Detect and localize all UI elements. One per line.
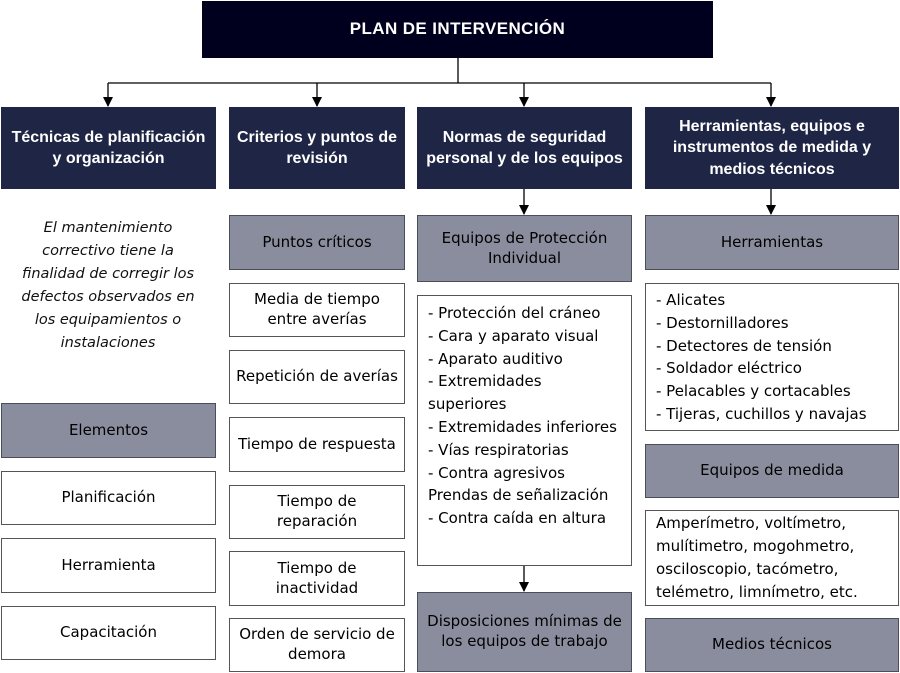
- epi-item: - Aparato auditivo: [428, 349, 563, 368]
- epi-item: - Extremidades superiores: [428, 372, 542, 414]
- col1-header: Técnicas de planificación y organización: [1, 107, 216, 189]
- col2-section-puntos-criticos: Puntos críticos: [229, 215, 405, 270]
- col3-section-epi: Equipos de Protección Individual: [417, 215, 632, 282]
- tool-item: - Alicates: [656, 291, 726, 309]
- col2-item-5: Tiempo de inactividad: [229, 551, 405, 606]
- epi-item: Prendas de señalización: [428, 486, 609, 505]
- col4-header: Herramientas, equipos e instrumentos de medida y medios técnicos: [645, 107, 899, 189]
- tool-item: - Destornilladores: [656, 313, 789, 332]
- col1-note: El mantenimiento correctivo tiene la finalidad de corregir los defectos observados en los equipamientos o instalaciones: [21, 220, 195, 351]
- tool-item: - Pelacables y cortacables: [656, 382, 851, 401]
- tool-item: - Soldador eléctrico: [656, 359, 802, 378]
- epi-item: - Cara y aparato visual: [428, 326, 599, 345]
- col3-epi-list: [417, 295, 632, 566]
- col4-section-equipos-medida: Equipos de medida: [645, 444, 899, 498]
- epi-item: - Contra agresivos: [428, 463, 565, 482]
- col4-tools-list: [645, 283, 899, 431]
- col2-item-6: Orden de servicio de demora: [229, 618, 405, 672]
- tool-item: - Tijeras, cuchillos y navajas: [656, 404, 867, 423]
- col2-item-3: Tiempo de respuesta: [229, 417, 405, 472]
- col4-measure-text: Amperímetro, voltímetro, mulítimetro, mogohmetro, osciloscopio, tacómetro, telémetro, limnímetro, etc.: [645, 510, 899, 606]
- col2-item-1: Media de tiempo entre averías: [229, 283, 405, 337]
- col1-item-planificacion: Planificación: [1, 471, 216, 525]
- col2-item-2: Repetición de averías: [229, 350, 405, 404]
- col4-section-medios-tecnicos: Medios técnicos: [645, 618, 899, 672]
- epi-item: - Extremidades inferiores: [428, 417, 617, 436]
- col4-section-herramientas: Herramientas: [645, 215, 899, 270]
- col1-item-capacitacion: Capacitación: [1, 606, 216, 660]
- col1-item-herramienta: Herramienta: [1, 538, 216, 593]
- epi-item: - Vías respiratorias: [428, 440, 569, 459]
- page-title: PLAN DE INTERVENCIÓN: [202, 1, 713, 58]
- col2-header: Criterios y puntos de revisión: [229, 107, 405, 189]
- col3-disposiciones: Disposiciones mínimas de los equipos de trabajo: [417, 592, 632, 672]
- epi-item: - Protección del cráneo: [428, 304, 601, 322]
- col1-section-elementos: Elementos: [1, 403, 216, 458]
- tool-item: - Detectores de tensión: [656, 336, 832, 355]
- col2-item-4: Tiempo de reparación: [229, 485, 405, 539]
- epi-item: - Contra caída en altura: [428, 509, 607, 528]
- col3-header: Normas de seguridad personal y de los equipos: [417, 107, 632, 189]
